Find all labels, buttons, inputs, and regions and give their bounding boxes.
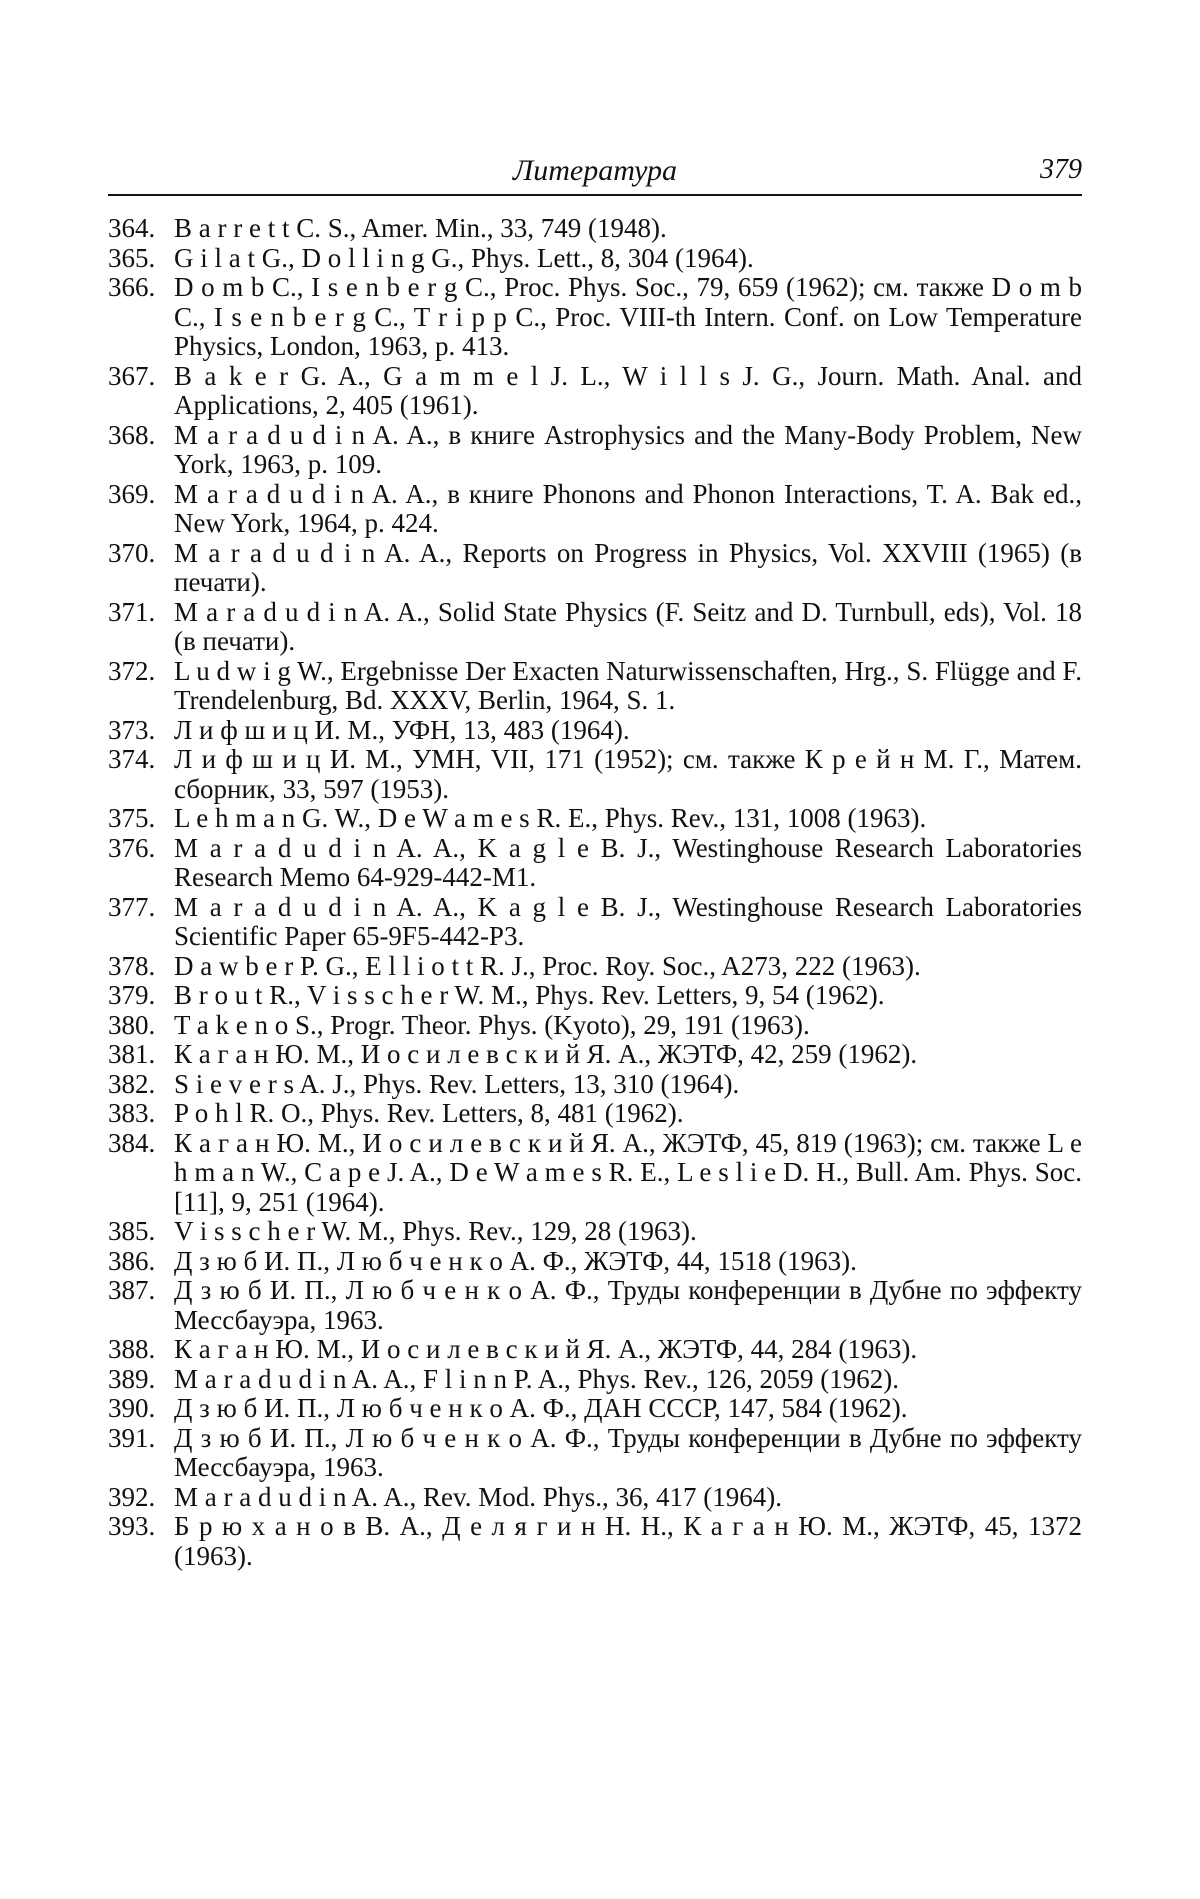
reference-number: 386. [108, 1245, 156, 1276]
reference-item [108, 1070, 1082, 1100]
reference-text: К а г а н Ю. М., И о с и л е в с к и й Я. А., ЖЭТФ, 45, 819 (1963); см. также L e h m a n W., C a p e J. A., D e W a m e s R. E., L e s l i e D. H., Bull. Am. Phys. Soc. [11], 9, 251 (1964). [174, 1127, 1082, 1217]
reference-number: 372. [108, 655, 156, 686]
reference-item [108, 1394, 1082, 1424]
reference-item [108, 598, 1082, 657]
reference-number: 370. [108, 537, 156, 568]
reference-item [108, 716, 1082, 746]
reference-text: M a r a d u d i n A. A., Rev. Mod. Phys., 36, 417 (1964). [174, 1481, 782, 1512]
reference-item [108, 893, 1082, 952]
reference-text: M a r a d u d i n A. A., в книге Phonons and Phonon Interactions, T. A. Bak ed., New York, 1964, p. 424. [174, 478, 1082, 538]
reference-number: 382. [108, 1068, 156, 1099]
reference-number: 391. [108, 1422, 156, 1453]
reference-number: 371. [108, 596, 156, 627]
reference-number: 376. [108, 832, 156, 863]
reference-text: Л и ф ш и ц И. М., УМН, VII, 171 (1952); см. также К р е й н М. Г., Матем. сборник, 33, 597 (1953). [174, 744, 1082, 804]
reference-text: M a r a d u d i n A. A., K a g l e B. J., Westinghouse Research Laboratories Research Memo 64-929-442-M1. [174, 832, 1082, 892]
reference-text: M a r a d u d i n A. A., в книге Astrophysics and the Many-Body Problem, New York, 1963, p. 109. [174, 419, 1082, 479]
reference-text: M a r a d u d i n A. A., K a g l e B. J., Westinghouse Research Laboratories Scientific Paper 65-9F5-442-P3. [174, 891, 1082, 951]
reference-text: D o m b C., I s e n b e r g C., Proc. Phys. Soc., 79, 659 (1962); см. также D o m b C., I s e n b e r g C., T r i p p C., Proc. VIII-th Intern. Conf. on Low Temperature Physics, London, 1963, p. 413. [174, 272, 1082, 361]
reference-number: 388. [108, 1334, 156, 1364]
reference-number: 368. [108, 419, 156, 450]
reference-item [108, 362, 1082, 421]
reference-list [108, 214, 1082, 1571]
reference-number: 377. [108, 891, 156, 922]
reference-number: 378. [108, 950, 156, 981]
reference-number: 387. [108, 1275, 156, 1305]
reference-item [108, 745, 1082, 804]
reference-number: 379. [108, 980, 156, 1010]
reference-text: L u d w i g W., Ergebnisse Der Exacten Naturwissenschaften, Hrg., S. Flügge and F. Trendelenburg, Bd. XXXV, Berlin, 1964, S. 1. [174, 655, 1082, 715]
page-header [108, 150, 1082, 196]
reference-item [108, 1512, 1082, 1571]
reference-item [108, 1129, 1082, 1218]
reference-item [108, 1276, 1082, 1335]
reference-number: 367. [108, 360, 156, 391]
reference-number: 393. [108, 1511, 156, 1541]
reference-text: К а г а н Ю. М., И о с и л е в с к и й Я. А., ЖЭТФ, 42, 259 (1962). [174, 1039, 918, 1069]
reference-number: 389. [108, 1363, 156, 1394]
reference-text: V i s s c h e r W. M., Phys. Rev., 129, 28 (1963). [174, 1216, 697, 1246]
reference-item [108, 1335, 1082, 1365]
reference-item [108, 1424, 1082, 1483]
reference-text: L e h m a n G. W., D e W a m e s R. E., Phys. Rev., 131, 1008 (1963). [174, 803, 927, 833]
reference-number: 383. [108, 1098, 156, 1128]
reference-text: M a r a d u d i n A. A., Solid State Physics (F. Seitz and D. Turnbull, eds), Vol. 18 (в печати). [174, 596, 1082, 656]
reference-item [108, 657, 1082, 716]
reference-text: Л и ф ш и ц И. М., УФН, 13, 483 (1964). [174, 714, 630, 745]
reference-item [108, 804, 1082, 834]
reference-number: 373. [108, 714, 156, 745]
reference-text: Д з ю б И. П., Л ю б ч е н к о А. Ф., ДАН СССР, 147, 584 (1962). [174, 1393, 908, 1423]
reference-number: 364. [108, 213, 156, 243]
reference-item [108, 273, 1082, 362]
reference-item [108, 480, 1082, 539]
reference-number: 380. [108, 1009, 156, 1040]
reference-item [108, 1247, 1082, 1277]
reference-text: T a k e n o S., Progr. Theor. Phys. (Kyoto), 29, 191 (1963). [174, 1009, 810, 1040]
reference-text: M a r a d u d i n A. A., Reports on Progress in Physics, Vol. XXVIII (1965) (в печати). [174, 537, 1082, 597]
reference-text: M a r a d u d i n A. A., F l i n n P. A., Phys. Rev., 126, 2059 (1962). [174, 1363, 900, 1394]
reference-item [108, 834, 1082, 893]
reference-text: Д з ю б И. П., Л ю б ч е н к о А. Ф., Труды конференции в Дубне по эффекту Мессбауэра, 1963. [174, 1422, 1082, 1482]
reference-text: B a r r e t t C. S., Amer. Min., 33, 749 (1948). [174, 213, 667, 243]
reference-number: 390. [108, 1393, 156, 1423]
reference-number: 385. [108, 1216, 156, 1246]
reference-item [108, 952, 1082, 982]
reference-item [108, 244, 1082, 274]
reference-text: S i e v e r s A. J., Phys. Rev. Letters, 13, 310 (1964). [174, 1068, 740, 1099]
reference-item [108, 1217, 1082, 1247]
reference-text: B a k e r G. A., G a m m e l J. L., W i l l s J. G., Journ. Math. Anal. and Applications, 2, 405 (1961). [174, 360, 1082, 420]
reference-number: 375. [108, 803, 156, 833]
page [108, 150, 1082, 1571]
reference-number: 366. [108, 272, 156, 302]
reference-text: G i l a t G., D o l l i n g G., Phys. Lett., 8, 304 (1964). [174, 242, 754, 273]
reference-item [108, 421, 1082, 480]
reference-number: 369. [108, 478, 156, 509]
reference-item [108, 1099, 1082, 1129]
reference-item [108, 1483, 1082, 1513]
reference-item [108, 214, 1082, 244]
reference-item [108, 981, 1082, 1011]
reference-item [108, 1011, 1082, 1041]
reference-number: 381. [108, 1039, 156, 1069]
running-title: Литература [512, 154, 678, 187]
reference-text: Д з ю б И. П., Л ю б ч е н к о А. Ф., Труды конференции в Дубне по эффекту Мессбауэра, 1963. [174, 1275, 1082, 1335]
reference-item [108, 1040, 1082, 1070]
reference-item [108, 1365, 1082, 1395]
reference-text: B r o u t R., V i s s c h e r W. M., Phys. Rev. Letters, 9, 54 (1962). [174, 980, 885, 1010]
reference-number: 365. [108, 242, 156, 273]
page-number: 379 [1040, 154, 1082, 185]
reference-text: Д з ю б И. П., Л ю б ч е н к о А. Ф., ЖЭТФ, 44, 1518 (1963). [174, 1245, 857, 1276]
reference-text: К а г а н Ю. М., И о с и л е в с к и й Я. А., ЖЭТФ, 44, 284 (1963). [174, 1334, 918, 1364]
reference-text: P o h l R. O., Phys. Rev. Letters, 8, 481 (1962). [174, 1098, 684, 1128]
reference-text: D a w b e r P. G., E l l i o t t R. J., Proc. Roy. Soc., A273, 222 (1963). [174, 950, 921, 981]
reference-text: Б р ю х а н о в В. А., Д е л я г и н Н. Н., К а г а н Ю. М., ЖЭТФ, 45, 1372 (1963). [174, 1511, 1082, 1571]
reference-number: 392. [108, 1481, 156, 1512]
reference-number: 384. [108, 1127, 156, 1158]
reference-item [108, 539, 1082, 598]
reference-number: 374. [108, 744, 156, 774]
